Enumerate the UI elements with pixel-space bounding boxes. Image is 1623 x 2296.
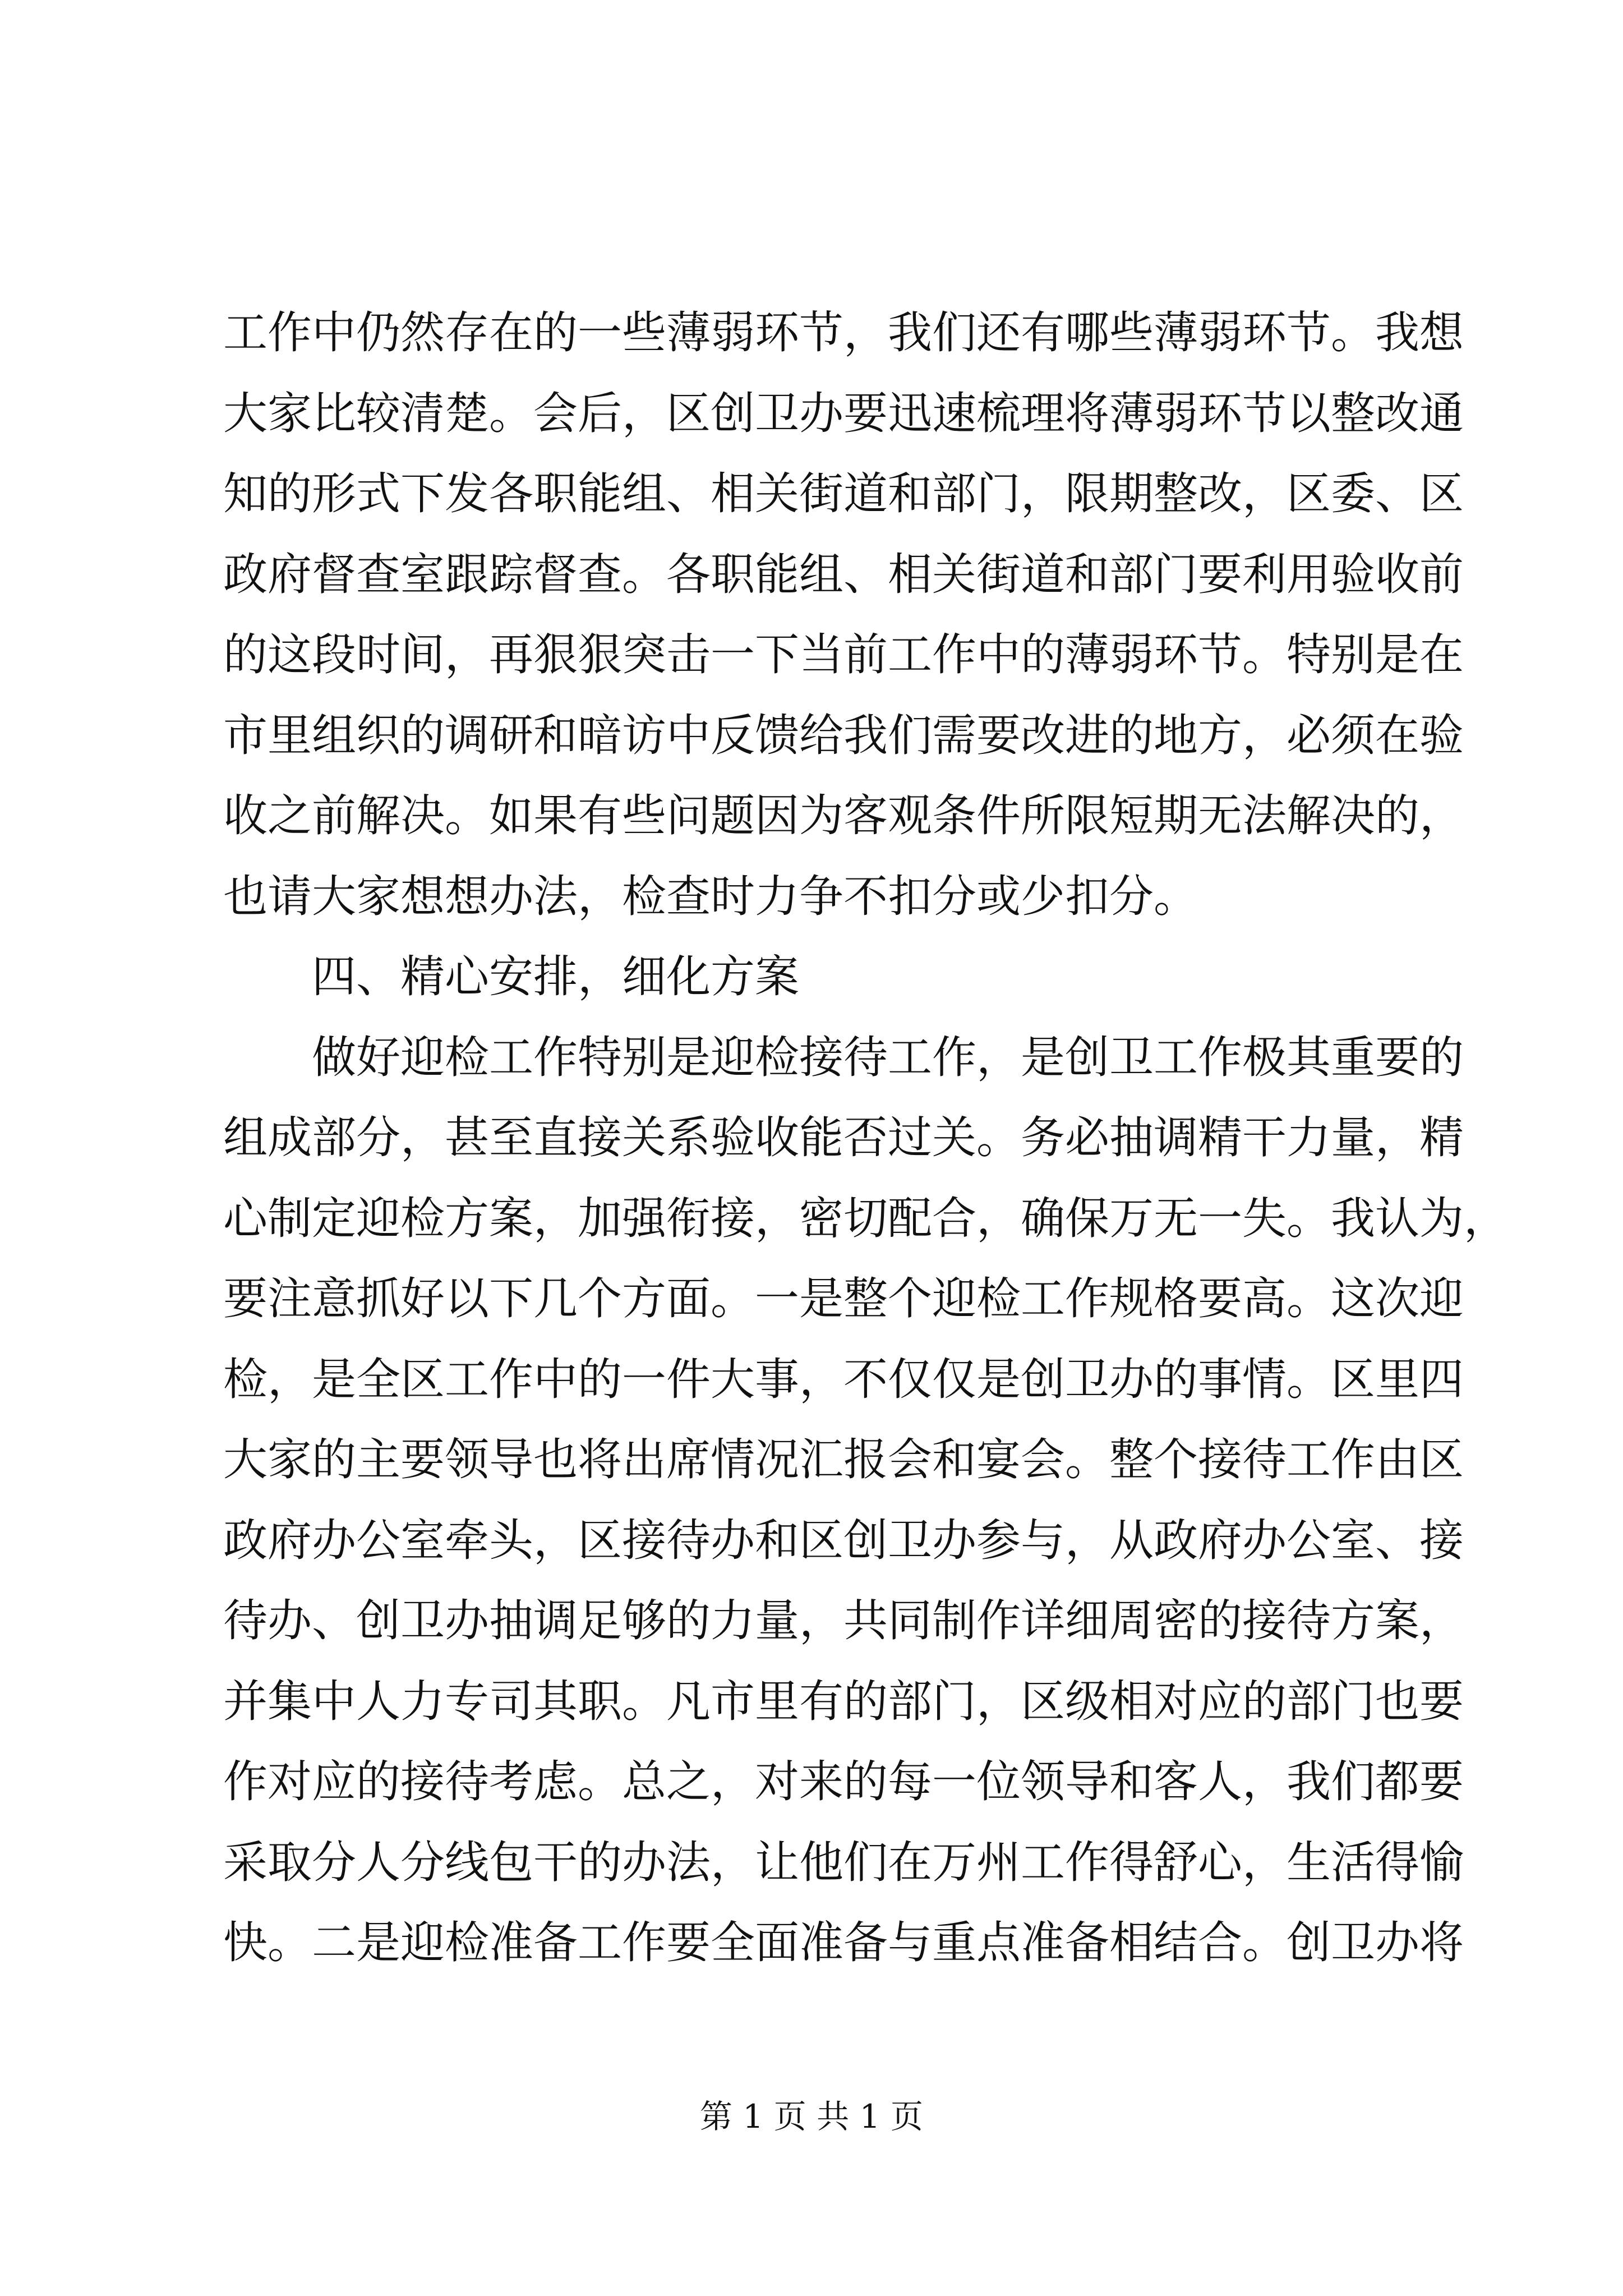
text-line: 快。二是迎检准备工作要全面准备与重点准备相结合。创卫办将 (223, 1917, 1464, 1968)
text-line: 工作中仍然存在的一些薄弱环节，我们还有哪些薄弱环节。我想 (223, 307, 1464, 358)
text-line: 的这段时间，再狠狠突击一下当前工作中的薄弱环节。特别是在 (223, 629, 1464, 680)
text-line: 组成部分，甚至直接关系验收能否过关。务必抽调精干力量，精 (223, 1112, 1464, 1163)
text-line: 采取分人分线包干的办法，让他们在万州工作得舒心，生活得愉 (223, 1836, 1464, 1888)
text-line: 要注意抓好以下几个方面。一是整个迎检工作规格要高。这次迎 (223, 1273, 1464, 1324)
text-line: 待办、创卫办抽调足够的力量，共同制作详细周密的接待方案， (223, 1595, 1464, 1646)
section-heading: 四、精心安排，细化方案 (312, 951, 799, 1002)
text-line: 大家比较清楚。会后，区创卫办要迅速梳理将薄弱环节以整改通 (223, 387, 1464, 439)
document-body (223, 293, 1508, 1984)
paragraph-2 (223, 1018, 1508, 1984)
text-line: 收之前解决。如果有些问题因为客观条件所限短期无法解决的， (223, 790, 1464, 841)
text-line: 市里组织的调研和暗访中反馈给我们需要改进的地方，必须在验 (223, 709, 1464, 761)
text-line: 大家的主要领导也将出席情况汇报会和宴会。整个接待工作由区 (223, 1434, 1464, 1485)
text-line: 政府督查室跟踪督查。各职能组、相关街道和部门要利用验收前 (223, 548, 1464, 600)
text-line: 检，是全区工作中的一件大事，不仅仅是创卫办的事情。区里四 (223, 1353, 1464, 1405)
text-line: 知的形式下发各职能组、相关街道和部门，限期整改，区委、区 (223, 468, 1464, 519)
paragraph-1 (223, 293, 1464, 937)
text-line: 心制定迎检方案，加强衔接，密切配合，确保万无一失。我认为， (223, 1192, 1508, 1244)
page-footer: 第 1 页 共 1 页 (700, 2097, 923, 2136)
text-line: 做好迎检工作特别是迎检接待工作，是创卫工作极其重要的 (312, 1031, 1464, 1083)
text-line: 作对应的接待考虑。总之，对来的每一位领导和客人，我们都要 (223, 1756, 1464, 1807)
text-line: 也请大家想想办法，检查时力争不扣分或少扣分。 (223, 870, 1198, 922)
text-line: 并集中人力专司其职。凡市里有的部门，区级相对应的部门也要 (223, 1675, 1464, 1727)
text-line: 政府办公室牵头，区接待办和区创卫办参与，从政府办公室、接 (223, 1514, 1464, 1566)
